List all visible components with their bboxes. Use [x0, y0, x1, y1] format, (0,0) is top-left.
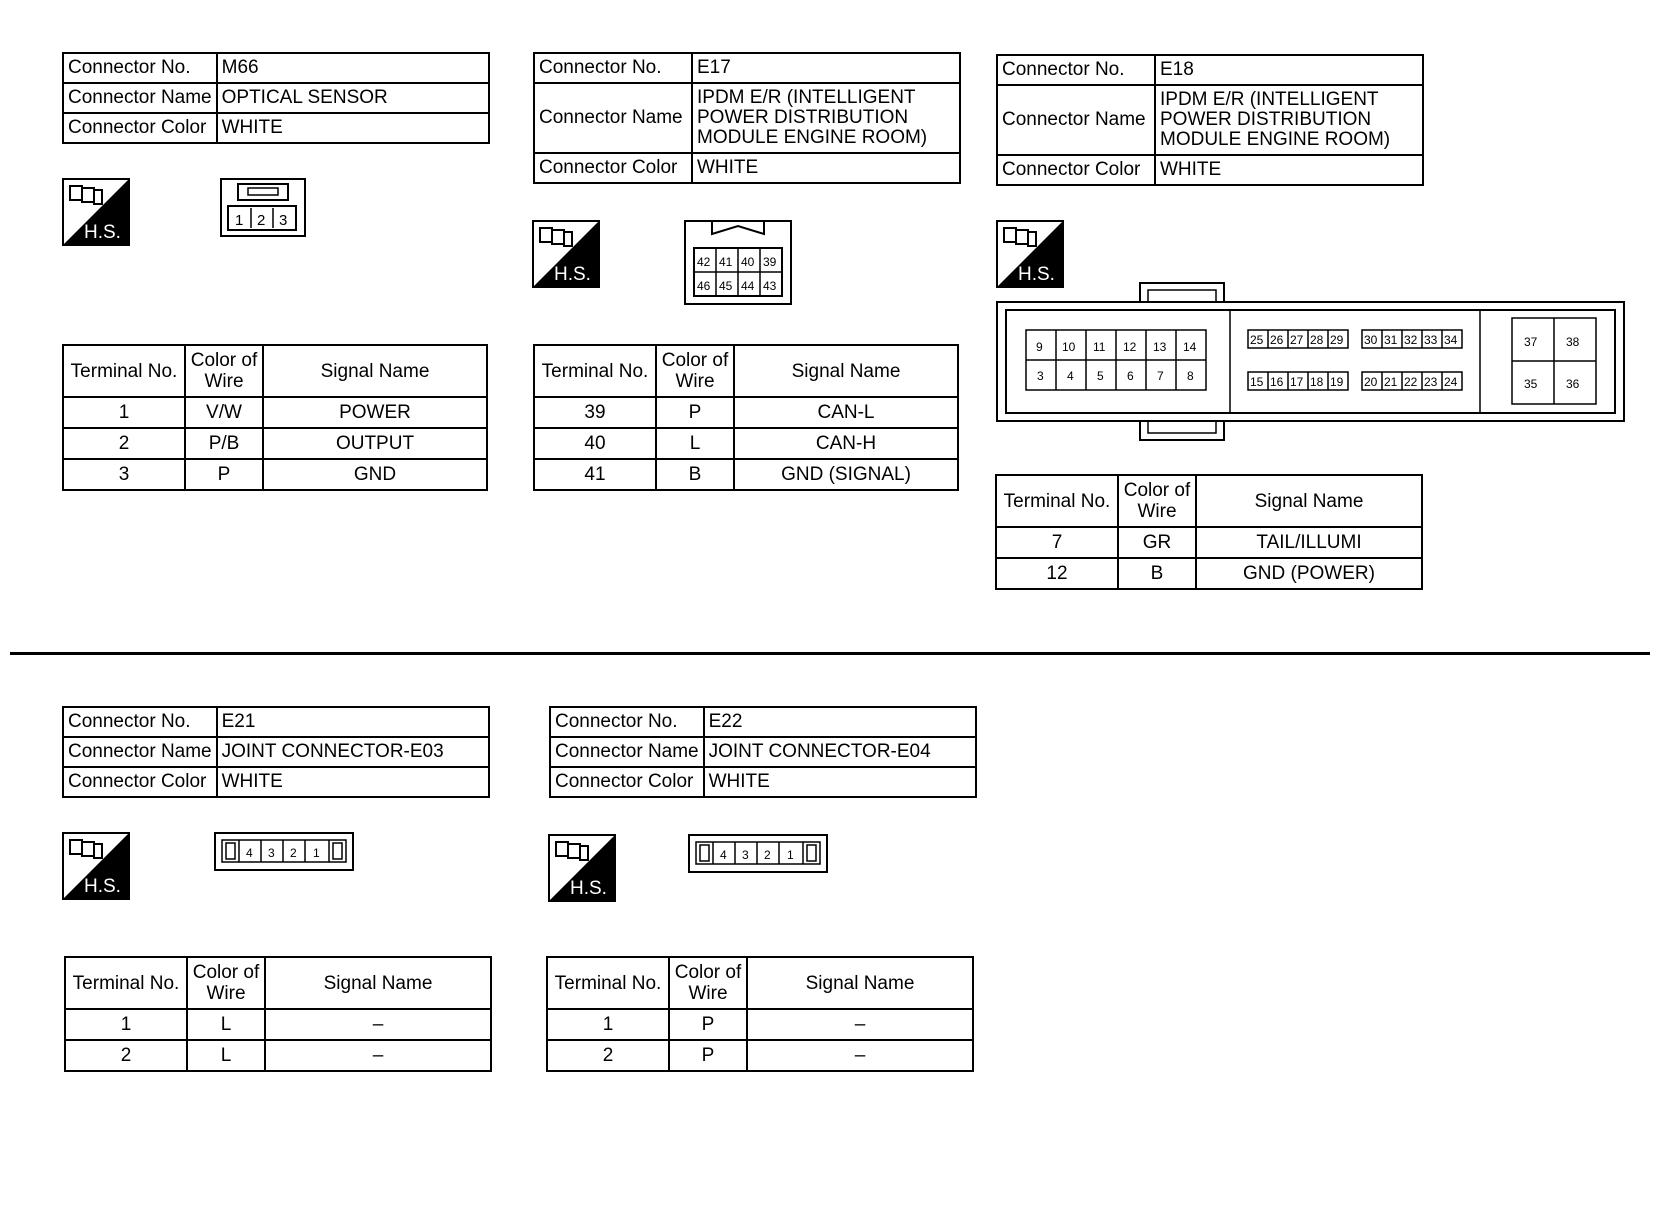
header-terminal-no: Terminal No. — [63, 345, 185, 397]
table-row — [996, 558, 1422, 589]
connector-color-value: WHITE — [217, 767, 489, 797]
terminal-table-e22 — [546, 956, 974, 1072]
harness-side-icon — [62, 178, 130, 246]
pin-label: 1 — [235, 212, 244, 229]
terminal-no: 2 — [547, 1040, 669, 1071]
header-signal-name: Signal Name — [1196, 475, 1422, 527]
connector-name-value: JOINT CONNECTOR-E03 — [217, 737, 489, 767]
pin-label: 36 — [1566, 377, 1580, 391]
wire-color: B — [656, 459, 734, 490]
pin-label: 3 — [268, 846, 275, 860]
header-terminal-no: Terminal No. — [534, 345, 656, 397]
table-row — [534, 428, 958, 459]
pin-label: 2 — [764, 848, 771, 862]
connector-info-e21 — [62, 706, 490, 798]
pin-label: 24 — [1444, 375, 1458, 389]
label-connector-color: Connector Color — [63, 113, 217, 143]
terminal-no: 3 — [63, 459, 185, 490]
pin-label: 6 — [1127, 369, 1134, 383]
terminal-no: 40 — [534, 428, 656, 459]
terminal-no: 1 — [65, 1009, 187, 1040]
signal-name: GND (POWER) — [1196, 558, 1422, 589]
pin-label: 29 — [1330, 333, 1344, 347]
label-connector-no: Connector No. — [534, 53, 692, 83]
signal-name: – — [265, 1040, 491, 1071]
header-terminal-no: Terminal No. — [65, 957, 187, 1009]
table-row — [547, 1040, 973, 1071]
pin-label: 45 — [719, 279, 733, 293]
pin-label: 2 — [290, 846, 297, 860]
header-signal-name: Signal Name — [263, 345, 487, 397]
pin-label: 4 — [720, 848, 727, 862]
table-row — [996, 527, 1422, 558]
signal-name: POWER — [263, 397, 487, 428]
signal-name: TAIL/ILLUMI — [1196, 527, 1422, 558]
label-connector-color: Connector Color — [997, 155, 1155, 185]
table-row — [547, 1009, 973, 1040]
label-connector-color: Connector Color — [63, 767, 217, 797]
pin-label: 28 — [1310, 333, 1324, 347]
header-signal-name: Signal Name — [747, 957, 973, 1009]
connector-no-value: E22 — [704, 707, 976, 737]
terminal-no: 12 — [996, 558, 1118, 589]
hs-label: H.S. — [1018, 264, 1055, 285]
harness-side-icon — [548, 834, 616, 902]
header-color-of-wire: Color of Wire — [669, 957, 747, 1009]
header-signal-name: Signal Name — [265, 957, 491, 1009]
pin-label: 20 — [1364, 375, 1378, 389]
connector-no-value: M66 — [217, 53, 489, 83]
connector-face-e22 — [688, 834, 828, 874]
pin-label: 10 — [1062, 340, 1076, 354]
pin-label: 34 — [1444, 333, 1458, 347]
pin-label: 3 — [742, 848, 749, 862]
connector-face-e17 — [684, 220, 792, 306]
pin-label: 33 — [1424, 333, 1438, 347]
terminal-no: 41 — [534, 459, 656, 490]
connector-name-value: IPDM E/R (INTELLIGENT POWER DISTRIBUTION MODULE ENGINE ROOM) — [1155, 85, 1423, 155]
terminal-no: 39 — [534, 397, 656, 428]
pin-label: 30 — [1364, 333, 1378, 347]
pin-label: 32 — [1404, 333, 1418, 347]
connector-no-value: E18 — [1155, 55, 1423, 85]
terminal-no: 7 — [996, 527, 1118, 558]
signal-name: – — [265, 1009, 491, 1040]
connector-info-e22 — [549, 706, 977, 798]
signal-name: – — [747, 1009, 973, 1040]
connector-face-e18 — [996, 282, 1626, 442]
pin-label: 2 — [257, 212, 266, 229]
terminal-no: 2 — [63, 428, 185, 459]
signal-name: GND — [263, 459, 487, 490]
wire-color: L — [656, 428, 734, 459]
pin-label: 4 — [1067, 369, 1074, 383]
hs-label: H.S. — [554, 264, 591, 285]
pin-label: 16 — [1270, 375, 1284, 389]
hs-label: H.S. — [570, 878, 607, 899]
harness-side-icon — [996, 220, 1064, 288]
header-color-of-wire: Color of Wire — [187, 957, 265, 1009]
signal-name: CAN-L — [734, 397, 958, 428]
connector-no-value: E17 — [692, 53, 960, 83]
signal-name: GND (SIGNAL) — [734, 459, 958, 490]
hs-label: H.S. — [84, 876, 121, 897]
table-row — [65, 1040, 491, 1071]
pin-label: 35 — [1524, 377, 1538, 391]
signal-name: CAN-H — [734, 428, 958, 459]
label-connector-name: Connector Name — [63, 83, 217, 113]
pin-label: 15 — [1250, 375, 1264, 389]
label-connector-color: Connector Color — [550, 767, 704, 797]
pin-label: 22 — [1404, 375, 1418, 389]
terminal-table-e21 — [64, 956, 492, 1072]
connector-color-value: WHITE — [217, 113, 489, 143]
pin-label: 41 — [719, 255, 733, 269]
connector-name-value: IPDM E/R (INTELLIGENT POWER DISTRIBUTION MODULE ENGINE ROOM) — [692, 83, 960, 153]
pin-label: 19 — [1330, 375, 1344, 389]
terminal-table-e18 — [995, 474, 1423, 590]
pin-label: 3 — [279, 212, 288, 229]
wire-color: GR — [1118, 527, 1196, 558]
pin-label: 43 — [763, 279, 777, 293]
wire-color: P — [669, 1009, 747, 1040]
wire-color: P — [669, 1040, 747, 1071]
terminal-table-m66 — [62, 344, 488, 491]
pin-label: 1 — [787, 848, 794, 862]
table-row — [534, 397, 958, 428]
connector-info-e18 — [996, 54, 1424, 186]
terminal-no: 1 — [547, 1009, 669, 1040]
pin-label: 40 — [741, 255, 755, 269]
pin-label: 44 — [741, 279, 755, 293]
wire-color: P — [656, 397, 734, 428]
table-row — [63, 459, 487, 490]
wire-color: B — [1118, 558, 1196, 589]
pin-label: 26 — [1270, 333, 1284, 347]
pin-label: 31 — [1384, 333, 1398, 347]
header-signal-name: Signal Name — [734, 345, 958, 397]
wire-color: L — [187, 1040, 265, 1071]
wire-color: L — [187, 1009, 265, 1040]
pin-label: 38 — [1566, 335, 1580, 349]
pin-label: 39 — [763, 255, 777, 269]
signal-name: OUTPUT — [263, 428, 487, 459]
pin-label: 14 — [1183, 340, 1197, 354]
label-connector-name: Connector Name — [534, 83, 692, 153]
pin-label: 7 — [1157, 369, 1164, 383]
terminal-no: 2 — [65, 1040, 187, 1071]
pin-label: 23 — [1424, 375, 1438, 389]
connector-color-value: WHITE — [704, 767, 976, 797]
table-row — [63, 397, 487, 428]
pin-label: 4 — [246, 846, 253, 860]
pin-label: 13 — [1153, 340, 1167, 354]
pin-label: 18 — [1310, 375, 1324, 389]
connector-name-value: OPTICAL SENSOR — [217, 83, 489, 113]
header-terminal-no: Terminal No. — [996, 475, 1118, 527]
pin-label: 42 — [697, 255, 711, 269]
pin-label: 46 — [697, 279, 711, 293]
pin-label: 25 — [1250, 333, 1264, 347]
table-row — [63, 428, 487, 459]
terminal-no: 1 — [63, 397, 185, 428]
label-connector-no: Connector No. — [63, 53, 217, 83]
table-row — [534, 459, 958, 490]
pin-label: 37 — [1524, 335, 1538, 349]
pin-label: 21 — [1384, 375, 1398, 389]
signal-name: – — [747, 1040, 973, 1071]
wire-color: P — [185, 459, 263, 490]
hs-label: H.S. — [84, 222, 121, 243]
connector-color-value: WHITE — [1155, 155, 1423, 185]
pin-label: 27 — [1290, 333, 1304, 347]
pin-label: 1 — [313, 846, 320, 860]
harness-side-icon — [532, 220, 600, 288]
label-connector-name: Connector Name — [63, 737, 217, 767]
header-color-of-wire: Color of Wire — [185, 345, 263, 397]
connector-info-e17 — [533, 52, 961, 184]
section-divider — [10, 652, 1650, 655]
pin-label: 8 — [1187, 369, 1194, 383]
pin-label: 17 — [1290, 375, 1304, 389]
connector-no-value: E21 — [217, 707, 489, 737]
connector-face-m66 — [220, 178, 306, 238]
wire-color: P/B — [185, 428, 263, 459]
label-connector-no: Connector No. — [997, 55, 1155, 85]
pin-label: 3 — [1037, 369, 1044, 383]
connector-face-e21 — [214, 832, 354, 872]
header-color-of-wire: Color of Wire — [656, 345, 734, 397]
connector-color-value: WHITE — [692, 153, 960, 183]
pin-label: 12 — [1123, 340, 1137, 354]
connector-name-value: JOINT CONNECTOR-E04 — [704, 737, 976, 767]
label-connector-no: Connector No. — [63, 707, 217, 737]
table-row — [65, 1009, 491, 1040]
label-connector-no: Connector No. — [550, 707, 704, 737]
header-terminal-no: Terminal No. — [547, 957, 669, 1009]
wire-color: V/W — [185, 397, 263, 428]
connector-info-m66 — [62, 52, 490, 144]
terminal-table-e17 — [533, 344, 959, 491]
harness-side-icon — [62, 832, 130, 900]
pin-label: 9 — [1036, 340, 1043, 354]
label-connector-name: Connector Name — [550, 737, 704, 767]
header-color-of-wire: Color of Wire — [1118, 475, 1196, 527]
pin-label: 5 — [1097, 369, 1104, 383]
pin-label: 11 — [1093, 340, 1106, 354]
label-connector-color: Connector Color — [534, 153, 692, 183]
label-connector-name: Connector Name — [997, 85, 1155, 155]
